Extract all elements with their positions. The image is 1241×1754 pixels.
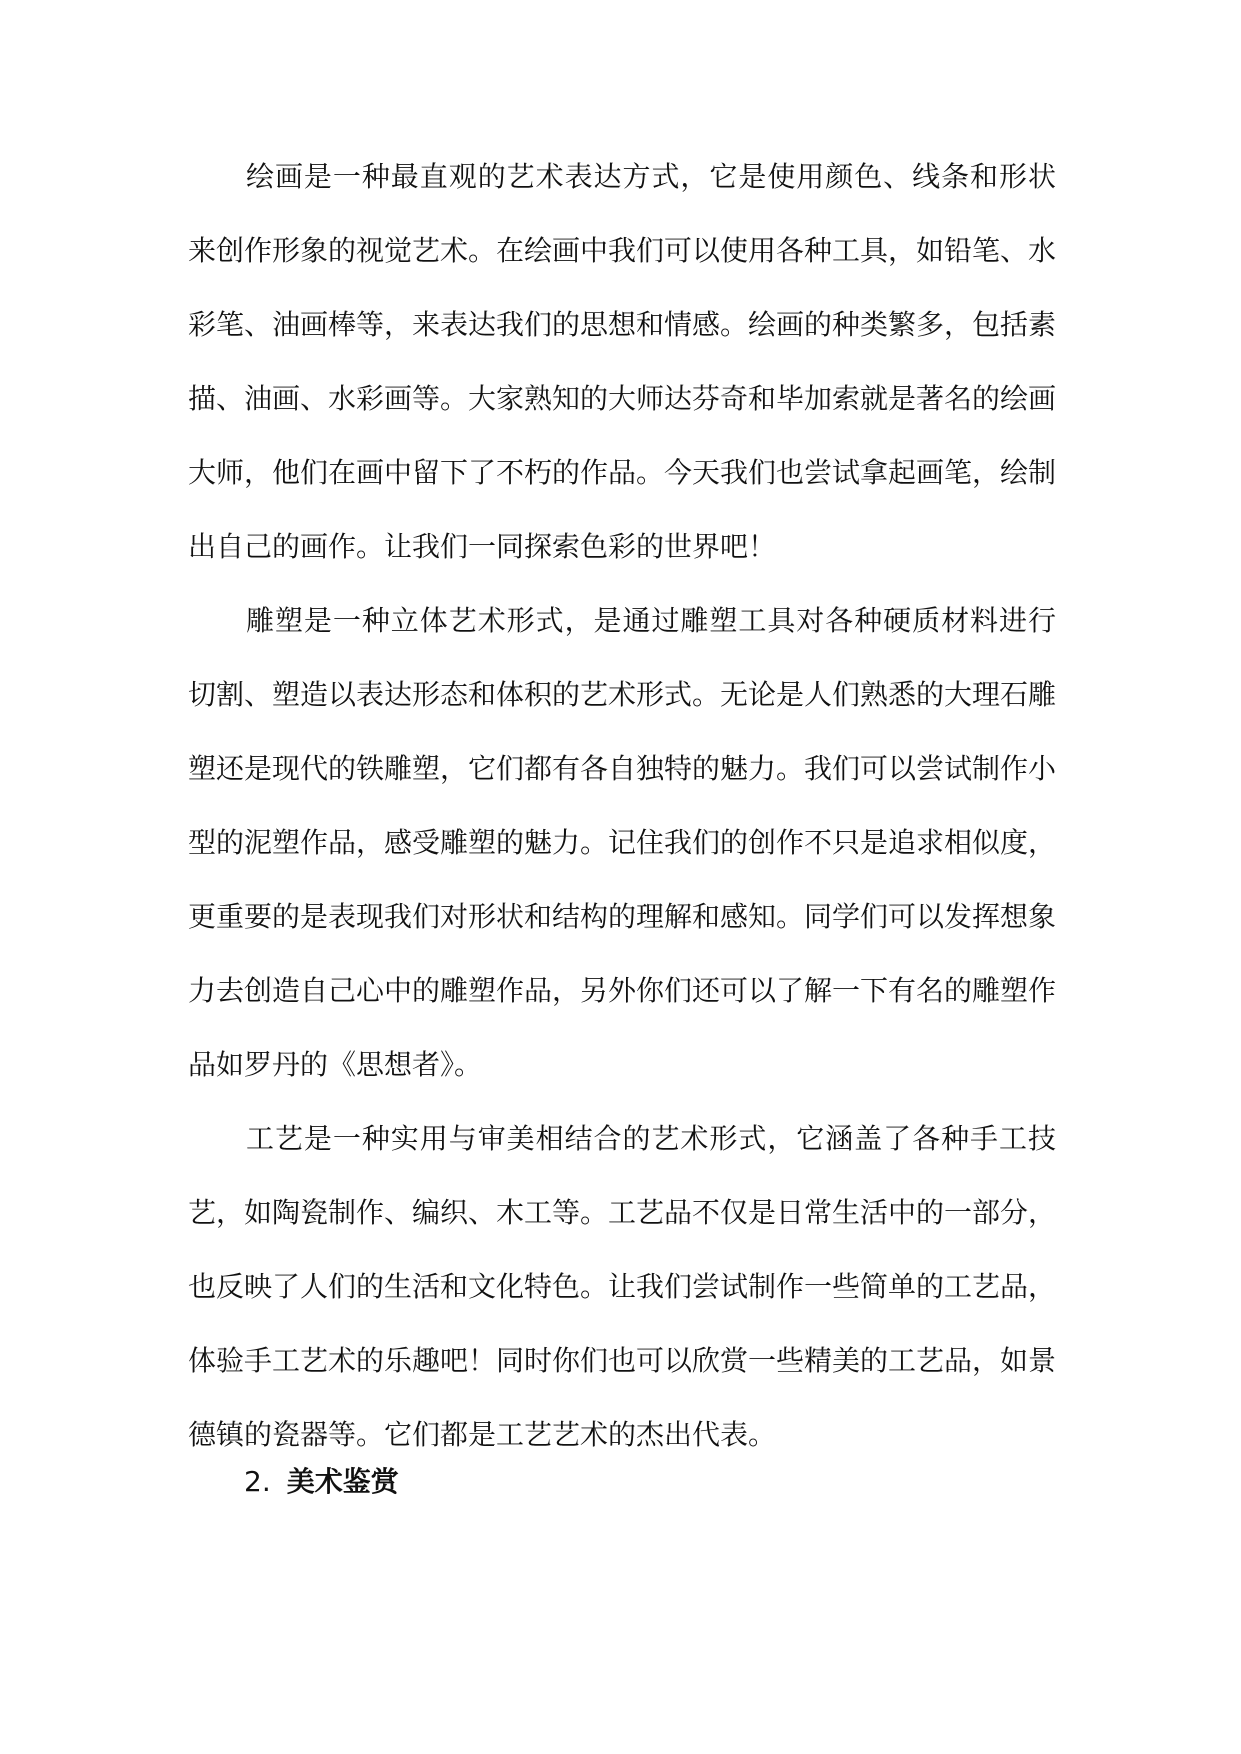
body-text xyxy=(188,140,1056,1472)
section-title: 美术鉴赏 xyxy=(286,1465,399,1498)
paragraph-painting: 绘画是一种最直观的艺术表达方式，它是使用颜色、线条和形状来创作形象的视觉艺术。在绘画中我们可以使用各种工具，如铅笔、水彩笔、油画棒等，来表达我们的思想和情感。绘画的种类繁多，包括素描、油画、水彩画等。大家熟知的大师达芬奇和毕加索就是著名的绘画大师，他们在画中留下了不朽的作品。今天我们也尝试拿起画笔，绘制出自己的画作。让我们一同探索色彩的世界吧！ xyxy=(188,160,1057,563)
section-number: 2. xyxy=(244,1465,271,1498)
paragraph-craft: 工艺是一种实用与审美相结合的艺术形式，它涵盖了各种手工技艺，如陶瓷制作、编织、木工等。工艺品不仅是日常生活中的一部分，也反映了人们的生活和文化特色。让我们尝试制作一些简单的工艺品，体验手工艺术的乐趣吧！同时你们也可以欣赏一些精美的工艺品，如景德镇的瓷器等。它们都是工艺艺术的杰出代表。 xyxy=(188,1122,1057,1451)
section-heading xyxy=(244,1462,399,1502)
paragraph-sculpture: 雕塑是一种立体艺术形式，是通过雕塑工具对各种硬质材料进行切割、塑造以表达形态和体积的艺术形式。无论是人们熟悉的大理石雕塑还是现代的铁雕塑，它们都有各自独特的魅力。我们可以尝试制作小型的泥塑作品，感受雕塑的魅力。记住我们的创作不只是追求相似度，更重要的是表现我们对形状和结构的理解和感知。同学们可以发挥想象力去创造自己心中的雕塑作品，另外你们还可以了解一下有名的雕塑作品如罗丹的《思想者》。 xyxy=(188,604,1057,1081)
